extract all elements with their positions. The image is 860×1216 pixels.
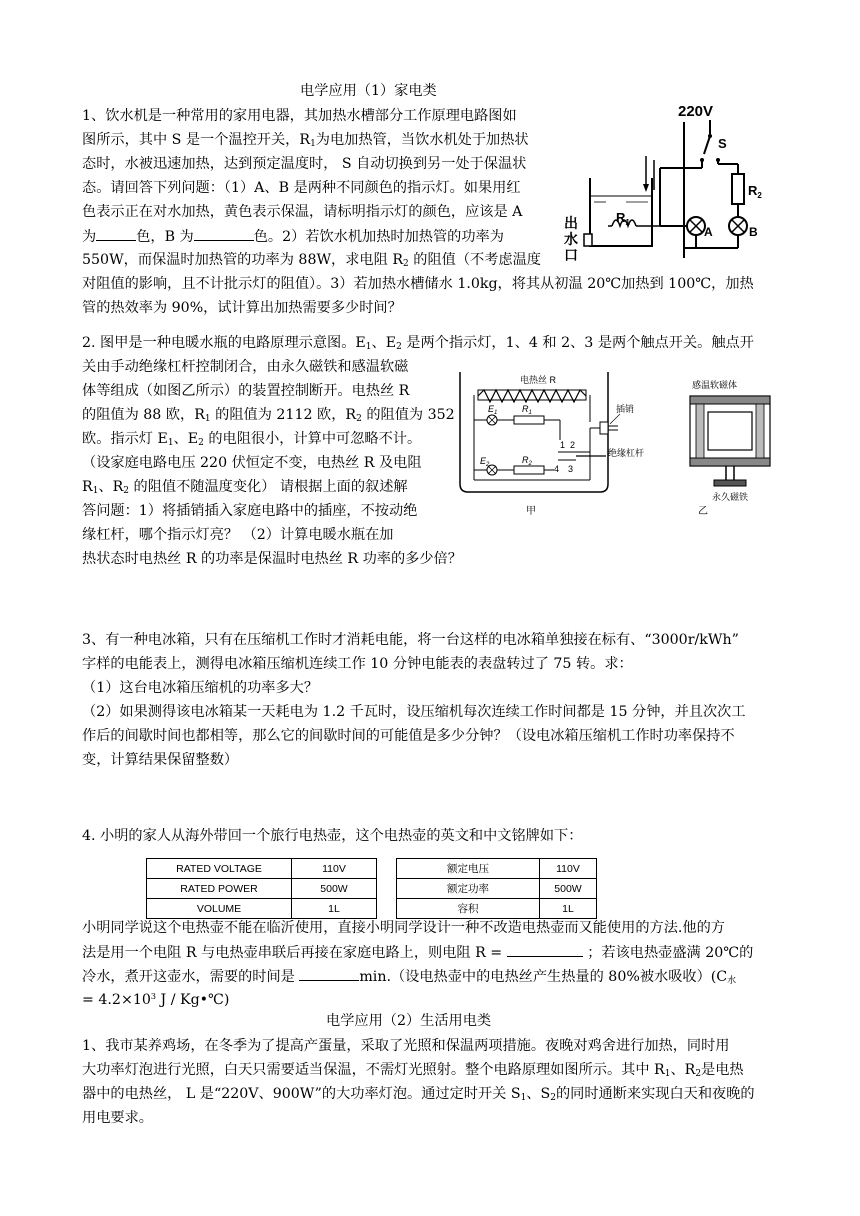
perm-magnet-label: 永久磁铁 — [712, 492, 749, 502]
contact-1-label: 1 — [560, 440, 566, 450]
answer-blank-time[interactable] — [299, 964, 359, 981]
table-row — [397, 879, 597, 899]
table-cell: 容积 — [397, 899, 540, 919]
table-row — [147, 879, 377, 899]
answer-blank-b[interactable] — [194, 224, 254, 241]
q3-line: （1）这台电冰箱压缩机的功率多大？ — [82, 680, 319, 696]
magnet-assembly-figure — [676, 376, 786, 516]
q2-line: 2. 图甲是一种电暖水瓶的电路原理示意图。$E_1$、$E_2$ 是两个指示灯，1、4 和 2、3 是两个触点开关。触点开 — [82, 335, 754, 352]
answer-blank-resistance[interactable] — [507, 940, 583, 957]
q1-line: 550W，而保温时加热管的功率为 88W，求电阻 $R_2$ 的阻值（不考虑温度 — [82, 252, 541, 269]
q1-line: 态。请回答下列问题：（1）A、B 是两种不同颜色的指示灯。如果用红 — [82, 180, 521, 196]
outlet-label: 口 — [564, 247, 578, 263]
r1-label: $R_1$ — [522, 404, 532, 416]
q4-line: = $4.2\times 10^3$ J / Kg•℃) — [82, 992, 230, 1008]
q3-line: 字样的电能表上，测得电冰箱压缩机连续工作 10 分钟电能表的表盘转过了 75 转。求： — [82, 656, 633, 672]
plug-label: 插销 — [616, 404, 635, 414]
dispenser-circuit-figure — [560, 98, 790, 268]
lamp-a-label: A — [704, 225, 713, 239]
e1-label: $E_1$ — [488, 404, 498, 416]
english-nameplate — [146, 858, 377, 919]
r2-label: $R_2$ — [522, 455, 532, 467]
q1-line: 为 色，B 为 色。2）若饮水机加热时加热管的功率为 — [82, 224, 504, 249]
e2-label: $E_2$ — [480, 456, 490, 468]
figure-yi-label: 乙 — [698, 506, 708, 516]
q4-intro: 4. 小明的家人从海外带回一个旅行电热壶，这个电热壶的英文和中文铭牌如下： — [82, 828, 583, 844]
outlet-label: 出 — [564, 215, 578, 231]
contact-3-label: 3 — [568, 464, 574, 474]
q4-line: 冷水，煮开这壶水，需要的时间是 min.（设电热壶中的电热丝产生热量的 80%被水吸收）($C_水$ — [82, 964, 736, 989]
table-cell: RATED POWER — [147, 879, 292, 899]
table-cell: 1L — [292, 899, 377, 919]
table-cell: 500W — [540, 879, 597, 899]
q4-line: 法是用一个电阻 R 与电热壶串联后再接在家庭电路上，则电阻 R = ；若该电热壶盛满 20℃的 — [82, 940, 753, 965]
table-cell: 110V — [540, 859, 597, 879]
q1-line: 态时，水被迅速加热，达到预定温度时， S 自动切换到另一处于保温状 — [82, 156, 527, 172]
q3-line: （2）如果测得该电冰箱某一天耗电为 1.2 千瓦时，设压缩机每次连续工作时间都是 15 分钟，并且次次工 — [82, 704, 746, 720]
q2-line: 答问题：1）将插销插入家庭电路中的插座，不按动绝 — [82, 503, 418, 519]
q4-line: 小明同学说这个电热壶不能在临沂使用，直接小明同学设计一种不改造电热壶而又能使用的方法.他的方 — [82, 920, 725, 936]
soft-magnet-label: 感温软磁体 — [692, 380, 738, 390]
q1-line: 图所示，其中 S 是一个温控开关，$R_1$为电加热管，当饮水机处于加热状 — [82, 132, 529, 149]
table-row — [147, 859, 377, 879]
q2-line: 体等组成（如图乙所示）的装置控制断开。电热丝 R — [82, 383, 410, 399]
q1-line: 1、饮水机是一种常用的家用电器，其加热水槽部分工作原理电路图如 — [82, 108, 517, 124]
q3-line: 变，计算结果保留整数） — [82, 752, 239, 768]
kettle-circuit-figure — [450, 368, 650, 518]
table-cell: RATED VOLTAGE — [147, 859, 292, 879]
contact-2-label: 2 — [570, 440, 576, 450]
table-cell: 110V — [292, 859, 377, 879]
q3-line: 3、有一种电冰箱，只有在压缩机工作时才消耗电能，将一台这样的电冰箱单独接在标有、“3000r/kWh” — [82, 632, 739, 648]
q2-line: 关由手动绝缘杠杆控制闭合，由永久磁铁和感温软磁 — [82, 359, 409, 375]
q2-line: 的阻值为 88 欧，$R_1$ 的阻值为 2112 欧，$R_2$ 的阻值为 352 — [82, 407, 455, 424]
q1-line: 管的热效率为 90%，试计算出加热需要多少时间？ — [82, 300, 402, 316]
voltage-label: 220V — [678, 103, 714, 120]
outlet-label: 水 — [564, 231, 578, 247]
table-cell: 额定电压 — [397, 859, 540, 879]
section-title-2: 电学应用（2）生活用电类 — [326, 1013, 492, 1029]
q2-line: （设家庭电路电压 220 伏恒定不变，电热丝 R 及电阻 — [82, 455, 422, 471]
table-row — [397, 859, 597, 879]
q5-line: 大功率灯泡进行光照，白天只需要适当保温，不需灯光照射。整个电路原理如图所示。其中 $R_1$、$R_2$是电热 — [82, 1062, 744, 1079]
lamp-b-label: B — [749, 225, 758, 239]
r1-label: $R_1$ — [616, 210, 630, 227]
r2-label: $R_2$ — [748, 183, 762, 200]
chinese-nameplate — [396, 858, 597, 919]
q1-line: 对阻值的影响，且不计批示灯的阻值）。3）若加热水槽储水 1.0kg，将其从初温 20℃加热到 100℃，加热 — [82, 276, 754, 292]
answer-blank-a[interactable] — [96, 224, 136, 241]
q5-line: 器中的电热丝， L 是“220V、900W”的大功率灯泡。通过定时开关 $S_1$、$S_2$的同时通断来实现白天和夜晚的 — [82, 1086, 755, 1103]
section-title-1: 电学应用（1）家电类 — [300, 83, 437, 99]
table-cell: VOLUME — [147, 899, 292, 919]
q3-line: 作后的间歇时间也都相等，那么它的间歇时间的可能值是多少分钟？（设电冰箱压缩机工作时功率保持不 — [82, 728, 735, 744]
q2-line: 欧。指示灯 $E_1$、$E_2$ 的电阻很小，计算中可忽略不计。 — [82, 431, 422, 448]
q5-line: 1、我市某养鸡场，在冬季为了提高产蛋量，采取了光照和保温两项措施。夜晚对鸡舍进行加热，同时用 — [82, 1038, 730, 1054]
contact-4-label: 4 — [554, 464, 560, 474]
lever-label: 绝缘杠杆 — [608, 448, 645, 458]
q2-line: 缘杠杆，哪个指示灯亮？ （2）计算电暖水瓶在加 — [82, 527, 394, 543]
figure-jia-label: 甲 — [526, 506, 536, 517]
q2-line: 热状态时电热丝 R 的功率是保温时电热丝 R 功率的多少倍？ — [82, 551, 462, 567]
q1-line: 色表示正在对水加热，黄色表示保温，请标明指示灯的颜色，应该是 A — [82, 204, 523, 220]
switch-label: S — [718, 136, 727, 151]
q2-line: $R_1$、$R_2$ 的阻值不随温度变化） 请根据上面的叙述解 — [82, 479, 408, 496]
table-cell: 1L — [540, 899, 597, 919]
heater-label: 电热丝 R — [520, 375, 557, 385]
table-cell: 额定功率 — [397, 879, 540, 899]
q5-line: 用电要求。 — [82, 1110, 153, 1126]
table-cell: 500W — [292, 879, 377, 899]
